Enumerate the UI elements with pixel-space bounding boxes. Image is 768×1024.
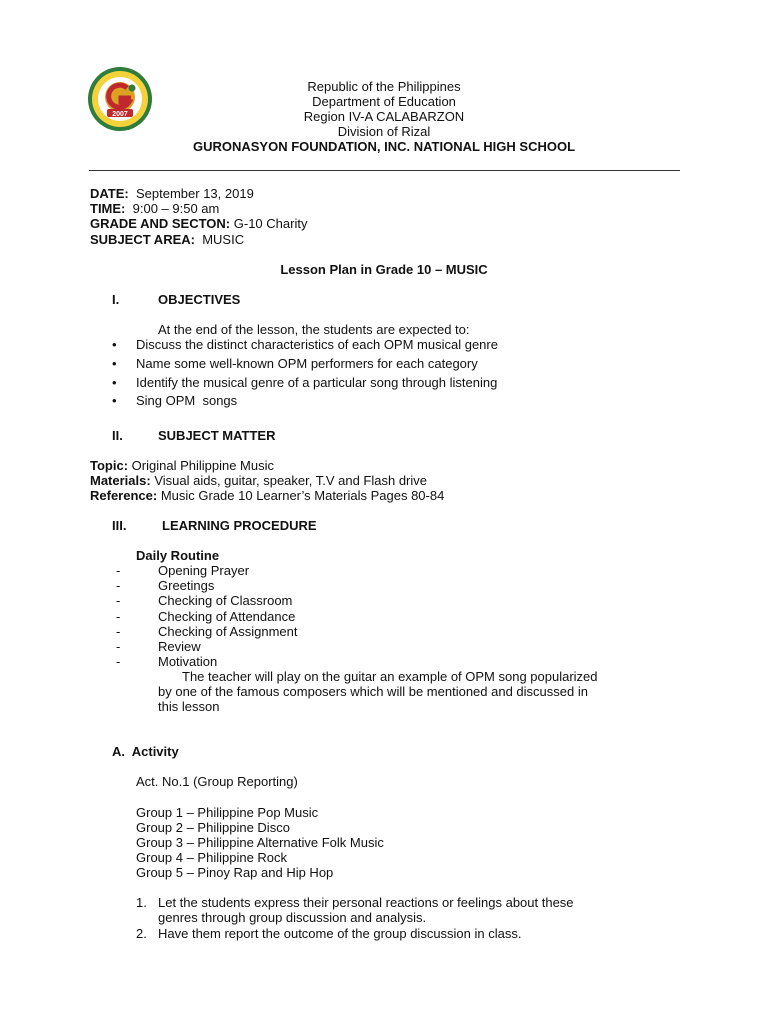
grade-value: G-10 Charity [233, 216, 308, 231]
grade-line [90, 216, 307, 231]
step-text-line-1: Have them report the outcome of the group discussion in class. [158, 926, 522, 941]
motivation-text-line-2: by one of the famous composers which will be mentioned and discussed in [158, 684, 588, 699]
routine-item: Checking of Assignment [158, 624, 298, 639]
topic-line [90, 458, 274, 473]
objectives-heading: OBJECTIVES [158, 292, 241, 307]
activity-heading: A. Activity [112, 744, 179, 759]
activity-title: Act. No.1 (Group Reporting) [136, 774, 298, 789]
objective-item: Discuss the distinct characteristics of each OPM musical genre [136, 337, 498, 352]
routine-item: Opening Prayer [158, 563, 250, 578]
materials-value: Visual aids, guitar, speaker, T.V and Flash drive [154, 473, 428, 488]
step-text-line-2: genres through group discussion and analysis. [158, 910, 427, 925]
group-item: Group 5 – Pinoy Rap and Hip Hop [136, 865, 334, 880]
subject-line [90, 232, 244, 247]
routine-item: Motivation [158, 654, 218, 669]
subject-label: SUBJECT AREA: [90, 232, 195, 247]
routine-item: Checking of Classroom [158, 593, 293, 608]
time-value: 9:00 – 9:50 am [132, 201, 220, 216]
reference-value: Music Grade 10 Learner’s Materials Pages 80-84 [160, 488, 445, 503]
time-line [90, 201, 219, 216]
dash-marker: - [116, 578, 121, 593]
header-divider [89, 170, 680, 171]
motivation-text-line-1: The teacher will play on the guitar an example of OPM song popularized [182, 669, 598, 684]
reference-line [90, 488, 444, 503]
dash-marker: - [116, 624, 121, 639]
dash-marker: - [116, 563, 121, 578]
grade-label: GRADE AND SECTON: [90, 216, 231, 231]
dash-marker: - [116, 639, 121, 654]
routine-item: Greetings [158, 578, 215, 593]
step-number: 1. [136, 895, 147, 910]
group-item: Group 1 – Philippine Pop Music [136, 805, 319, 820]
objective-item: Identify the musical genre of a particular song through listening [136, 375, 498, 390]
topic-value: Original Philippine Music [131, 458, 274, 473]
header-region: Region IV-A CALABARZON [303, 109, 465, 124]
objectives-intro: At the end of the lesson, the students are expected to: [158, 322, 470, 337]
routine-item: Review [158, 639, 201, 654]
bullet-icon: • [112, 375, 117, 390]
procedure-numeral: III. [112, 518, 127, 533]
subject-matter-numeral: II. [112, 428, 123, 443]
step-text-line-1: Let the students express their personal reactions or feelings about these [158, 895, 574, 910]
materials-line [90, 473, 427, 488]
header-department: Department of Education [312, 94, 456, 109]
time-label: TIME: [90, 201, 126, 216]
dash-marker: - [116, 593, 121, 608]
objectives-numeral: I. [112, 292, 120, 307]
topic-label: Topic: [90, 458, 129, 473]
bullet-icon: • [112, 337, 117, 352]
daily-routine-heading: Daily Routine [136, 548, 220, 563]
lesson-title: Lesson Plan in Grade 10 – MUSIC [280, 262, 488, 277]
reference-label: Reference: [90, 488, 158, 503]
dash-marker: - [116, 654, 121, 669]
bullet-icon: • [112, 393, 117, 408]
group-item: Group 2 – Philippine Disco [136, 820, 290, 835]
date-value: September 13, 2019 [136, 186, 254, 201]
subject-value: MUSIC [202, 232, 245, 247]
header-republic: Republic of the Philippines [307, 79, 461, 94]
header-division: Division of Rizal [337, 124, 431, 139]
materials-label: Materials: [90, 473, 151, 488]
group-item: Group 4 – Philippine Rock [136, 850, 288, 865]
routine-item: Checking of Attendance [158, 609, 296, 624]
svg-text:2007: 2007 [112, 111, 128, 118]
step-number: 2. [136, 926, 147, 941]
bullet-icon: • [112, 356, 117, 371]
group-item: Group 3 – Philippine Alternative Folk Music [136, 835, 384, 850]
subject-matter-heading: SUBJECT MATTER [158, 428, 276, 443]
procedure-heading: LEARNING PROCEDURE [162, 518, 317, 533]
date-line [90, 186, 254, 201]
header-school-name: GURONASYON FOUNDATION, INC. NATIONAL HIGH SCHOOL [192, 139, 576, 154]
objective-item: Sing OPM songs [136, 393, 238, 408]
motivation-text-line-3: this lesson [158, 699, 220, 714]
date-label: DATE: [90, 186, 129, 201]
objective-item: Name some well-known OPM performers for each category [136, 356, 478, 371]
dash-marker: - [116, 609, 121, 624]
